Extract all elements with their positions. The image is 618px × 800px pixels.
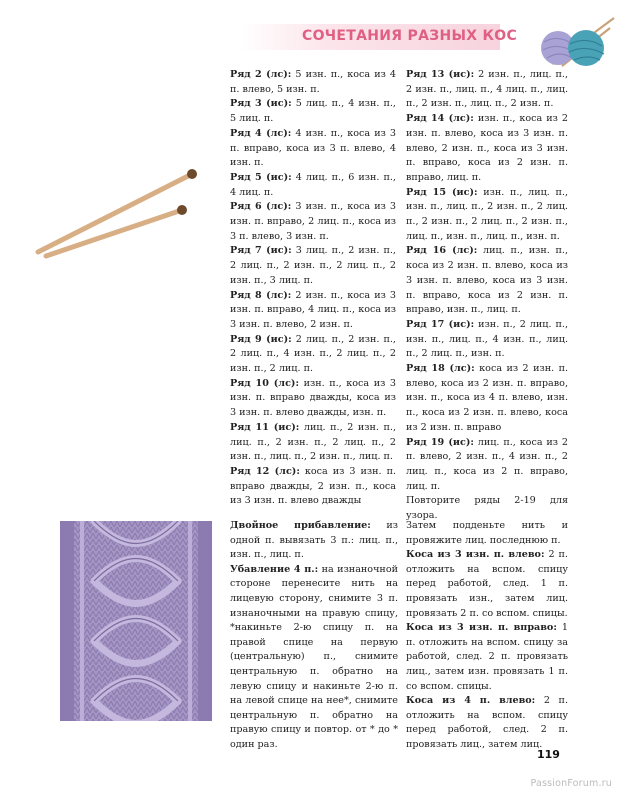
row-text: изн. п., коса из 3 изн. п. вправо дважды, коса из 3 изн. п. влево дважды, изн. п. [230, 377, 396, 419]
row-text: лиц. п., коса из 2 п. влево, 2 изн. п., 4 изн. п., 2 лиц. п., коса из 2 п. вправо, лиц. п. [406, 436, 568, 492]
row-text: 3 лиц. п., 2 изн. п., 2 лиц. п., 2 изн. п., 2 лиц. п., 2 изн. п., 3 лиц. п. [230, 245, 396, 286]
knitting-needles-icon [32, 160, 212, 260]
definition-label: Убавление 4 п.: [230, 563, 319, 575]
definitions-column-right [406, 519, 568, 753]
row-paragraph [230, 68, 396, 97]
knitted-swatch-image [60, 521, 212, 721]
definition-label: Коса из 4 п. влево: [406, 695, 536, 707]
row-text: 2 изн. п., коса из 3 изн. п. вправо, 4 лиц. п., коса из 3 изн. п. влево, 2 изн. п. [230, 289, 397, 330]
watermark: PassionForum.ru [530, 778, 612, 789]
definition-text: 1 п. отложить на вспом. спицу за работой, след. 2 п. провязать лиц., затем изн. провязать 1 п. со вспом. спицы. [406, 622, 569, 692]
definition-paragraph [230, 519, 398, 563]
row-label: Ряд 16 (лс): [406, 245, 478, 257]
row-text: 2 лиц. п., 2 изн. п., 2 лиц. п., 4 изн. п., 2 лиц. п., 2 изн. п., 2 лиц. п. [230, 333, 396, 375]
definition-label: Двойное прибавление: [230, 520, 371, 531]
rows-column-right [406, 68, 568, 524]
row-text: 5 изн. п., коса из 4 п. влево, 5 изн. п. [230, 69, 397, 95]
row-text: изн. п., коса из 2 изн. п. влево, коса из 3 изн. п. влево, 2 изн. п., коса из 3 изн. п. вправо, коса из 2 изн. п. вправо, лиц. п. [406, 113, 568, 183]
definitions-column-left [230, 519, 398, 753]
row-text: изн. п., 2 лиц. п., изн. п., лиц. п., 4 изн. п., лиц. п., 2 лиц. п., изн. п. [406, 318, 568, 360]
definition-paragraph [230, 563, 398, 753]
row-paragraph [406, 112, 568, 186]
row-paragraph [230, 200, 396, 244]
row-label: Ряд 3 (ис): [230, 98, 292, 110]
row-paragraph [230, 244, 396, 288]
row-paragraph [230, 97, 396, 126]
row-paragraph [230, 377, 396, 421]
row-text: 3 изн. п., коса из 3 изн. п. вправо, 2 лиц. п., коса из 3 п. влево, 3 изн. п. [230, 201, 397, 242]
row-label: Ряд 2 (лс): [230, 69, 292, 80]
definition-text: на изнаночной стороне перенесите нить на лицевую сторону, снимите 3 п. изнаночными на правую спицу, *накиньте 2-ю спицу п. на правой спице на первую (центральную) п., снимите центральную п. обратно на левую спицу и накиньте 2-ю п. на левой спице на нее*, снимите центральную п. обратно на правую спицу и повтор. от * до * один раз. [230, 563, 398, 750]
definition-text: 2 п. отложить на вспом. спицу перед работой, след. 2 п. провязать лиц., затем лиц. [406, 695, 568, 750]
yarn-balls-icon [522, 14, 618, 70]
definition-label: Коса из 3 изн. п. влево: [406, 549, 545, 561]
row-paragraph [406, 186, 568, 245]
row-paragraph [230, 465, 396, 509]
page-title: СОЧЕТАНИЯ РАЗНЫХ КОС [302, 28, 518, 44]
row-paragraph [230, 289, 396, 333]
row-text: 5 лиц. п., 4 изн. п., 5 лиц. п. [230, 98, 396, 125]
row-paragraph [230, 333, 396, 377]
definition-label: Коса из 3 изн. п. вправо: [406, 622, 557, 634]
row-text: 4 лиц. п., 6 изн. п., 4 лиц. п. [230, 171, 396, 198]
row-text: коса из 2 изн. п. влево, коса из 2 изн. п. вправо, изн. п., коса из 4 п. влево, изн. п., коса из 2 изн. п. влево, коса из 2 изн. п. вправо [406, 363, 569, 433]
row-label: Ряд 10 (лс): [230, 377, 299, 389]
row-label: Ряд 19 (ис): [406, 436, 474, 448]
row-label: Ряд 7 (ис): [230, 245, 292, 257]
row-text: коса из 3 изн. п. вправо дважды, 2 изн. п., коса из 3 изн. п. влево дважды [230, 465, 397, 507]
row-paragraph [406, 318, 568, 362]
definition-text: 2 п. отложить на вспом. спицу перед работой, след. 1 п. провязать изн., затем лиц. провязать 2 п. со вспом. спицы. [406, 549, 568, 619]
row-label: Ряд 12 (лс): [230, 465, 300, 477]
row-label: Ряд 9 (ис): [230, 333, 292, 345]
definition-paragraph [406, 519, 568, 548]
row-label: Ряд 18 (лс): [406, 363, 475, 375]
definition-text: из одной п. вывязать 3 п.: лиц. п., изн. п., лиц. п. [230, 520, 398, 561]
row-paragraph [406, 362, 568, 436]
row-label: Ряд 8 (лс): [230, 289, 292, 301]
definition-text: Затем подденьте нить и провяжите лиц. последнюю п. [406, 520, 568, 546]
row-text: изн. п., лиц. п., изн. п., лиц. п., 2 изн. п., 2 лиц. п., 2 изн. п., 2 лиц. п., 2 изн. п., лиц. п., изн. п., лиц. п., изн. п. [406, 186, 568, 242]
row-text: лиц. п., 2 изн. п., лиц. п., 2 изн. п., 2 лиц. п., 2 изн. п., лиц. п., 2 изн. п., лиц. п. [230, 421, 396, 463]
row-text: 2 изн. п., лиц. п., 2 изн. п., лиц. п., 4 лиц. п., лиц. п., 2 изн. п., лиц. п., 2 изн. п. [406, 69, 568, 110]
definition-paragraph [406, 694, 568, 752]
row-paragraph [230, 171, 396, 200]
row-label: Ряд 17 (ис): [406, 318, 475, 330]
row-text: лиц. п., изн. п., коса из 2 изн. п. влево, коса из 3 изн. п. влево, коса из 3 изн. п. вправо, коса из 2 изн. п. вправо, изн. п., лиц. п. [406, 245, 568, 316]
page-number: 119 [537, 748, 560, 761]
definition-paragraph [406, 621, 568, 694]
page-header [240, 14, 618, 62]
row-text: 4 изн. п., коса из 3 п. вправо, коса из 3 п. влево, 4 изн. п. [230, 127, 397, 169]
row-label: Ряд 11 (ис): [230, 421, 300, 433]
row-label: Ряд 6 (лс): [230, 201, 292, 213]
row-paragraph [230, 127, 396, 171]
definition-paragraph [406, 548, 568, 621]
row-label: Ряд 5 (ис): [230, 171, 292, 183]
row-label: Ряд 4 (лс): [230, 127, 292, 139]
row-paragraph [406, 68, 568, 112]
row-label: Ряд 13 (ис): [406, 69, 475, 80]
row-text: Повторите ряды 2-19 для узора. [406, 495, 568, 522]
row-label: Ряд 15 (ис): [406, 186, 478, 198]
row-paragraph [230, 421, 396, 465]
row-paragraph [406, 436, 568, 495]
row-paragraph [406, 244, 568, 318]
row-label: Ряд 14 (лс): [406, 113, 474, 125]
rows-column-left [230, 68, 396, 509]
